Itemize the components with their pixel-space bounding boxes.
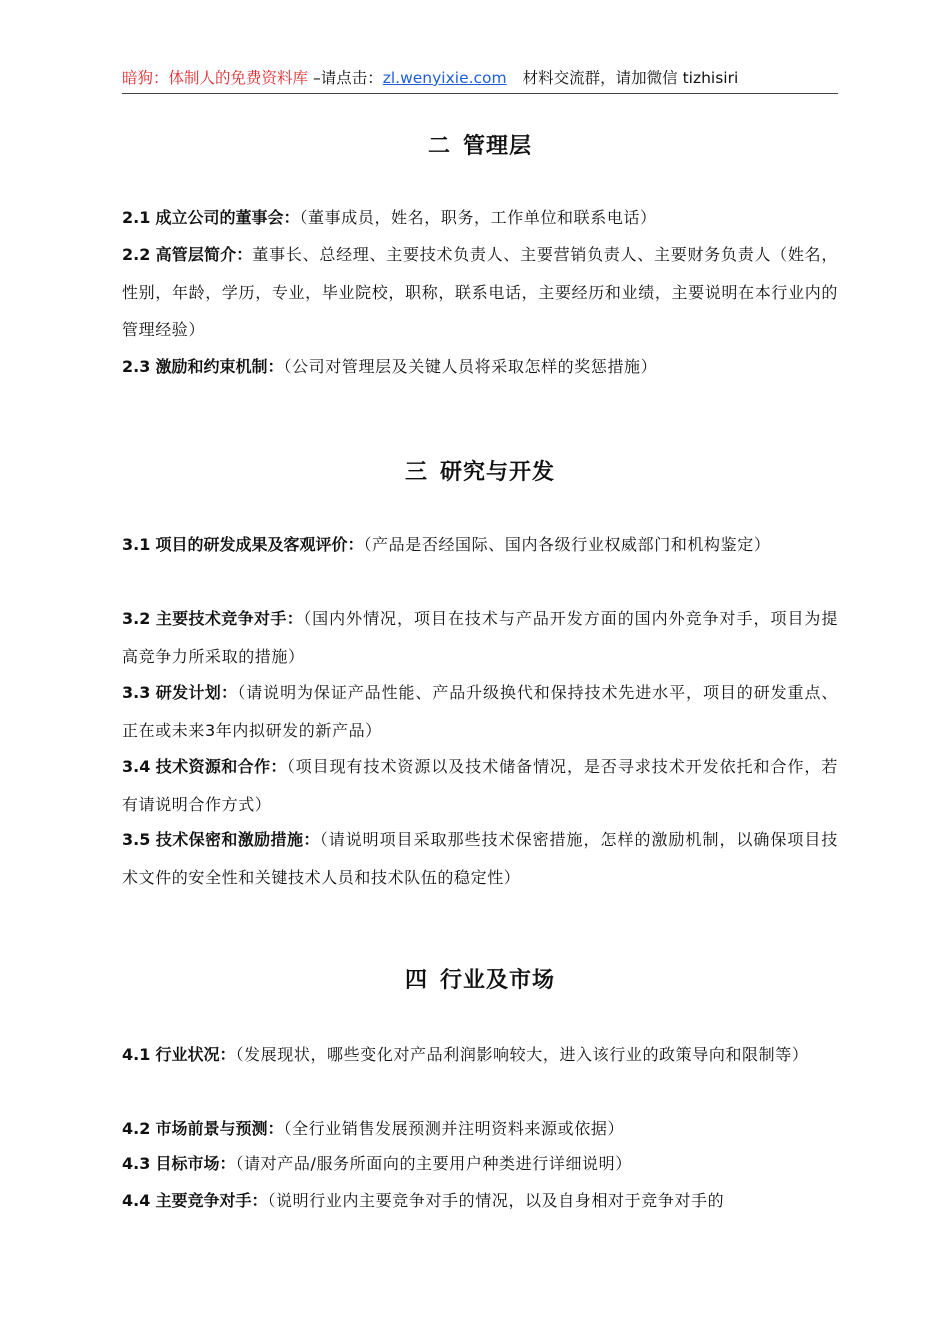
paragraph-2-2	[122, 236, 838, 349]
paragraph-4-1	[122, 1036, 838, 1074]
item-description: （请对产品/服务所面向的主要用户种类进行详细说明）	[235, 1154, 632, 1173]
item-label: 目标市场：	[155, 1154, 236, 1173]
paragraph-4-3	[122, 1145, 838, 1183]
paragraph-4-2	[122, 1110, 838, 1148]
item-label: 主要竞争对手：	[155, 1191, 268, 1210]
section-title-management	[122, 132, 838, 162]
item-description: 董事长、总经理、主要技术负责人、主要营销负责人、主要财务负责人（姓名，性别，年龄，学历，专业，毕业院校，职称，联系电话，主要经历和业绩，主要说明在本行业内的管理经验）	[122, 245, 838, 339]
header-link[interactable]: zl.wenyixie.com	[382, 69, 507, 87]
item-number: 4.1	[122, 1045, 151, 1064]
item-description: （产品是否经国际、国内各级行业权威部门和机构鉴定）	[363, 535, 771, 554]
section-number: 四	[404, 968, 428, 993]
section-number: 二	[427, 134, 451, 159]
item-number: 3.2	[122, 609, 151, 628]
item-label: 激励和约束机制：	[155, 357, 284, 376]
item-description: （董事成员，姓名，职务，工作单位和联系电话）	[299, 208, 657, 227]
item-label: 主要技术竞争对手：	[155, 609, 304, 628]
header-site-name: 暗狗：体制人的免费资料库	[122, 69, 309, 87]
item-label: 成立公司的董事会：	[155, 208, 300, 227]
paragraph-2-1	[122, 199, 838, 237]
item-label: 行业状况：	[155, 1045, 236, 1064]
item-number: 2.1	[122, 208, 151, 227]
section-title-research	[122, 458, 838, 488]
item-description: （发展现状，哪些变化对产品利润影响较大，进入该行业的政策导向和限制等）	[235, 1045, 809, 1064]
section-title-text: 管理层	[463, 134, 533, 159]
item-description: （项目现有技术资源以及技术储备情况，是否寻求技术开发依托和合作，若有请说明合作方式）	[122, 757, 838, 814]
paragraph-3-4	[122, 748, 838, 823]
item-label: 技术资源和合作：	[155, 757, 287, 776]
section-number: 三	[404, 460, 428, 485]
page-header	[122, 68, 838, 88]
item-label: 项目的研发成果及客观评价：	[155, 535, 364, 554]
item-number: 3.5	[122, 830, 151, 849]
paragraph-3-5	[122, 821, 838, 896]
item-description: （说明行业内主要竞争对手的情况，以及自身相对于竞争对手的	[267, 1191, 725, 1210]
item-label: 研发计划：	[155, 683, 238, 702]
paragraph-3-3	[122, 674, 838, 749]
section-title-text: 研究与开发	[440, 460, 556, 485]
item-number: 3.3	[122, 683, 151, 702]
paragraph-4-4	[122, 1182, 838, 1220]
item-label: 市场前景与预测：	[155, 1119, 284, 1138]
item-number: 2.2	[122, 245, 151, 264]
paragraph-2-3	[122, 348, 838, 386]
item-description: （全行业销售发展预测并注明资料来源或依据）	[283, 1119, 625, 1138]
item-number: 2.3	[122, 357, 151, 376]
header-wechat-note: 材料交流群，请加微信 tizhisiri	[522, 69, 739, 87]
item-number: 3.1	[122, 535, 151, 554]
paragraph-3-1	[122, 526, 838, 564]
section-title-text: 行业及市场	[440, 968, 556, 993]
item-description: （国内外情况，项目在技术与产品开发方面的国内外竞争对手，项目为提高竞争力所采取的措施）	[122, 609, 838, 666]
item-description: （请说明为保证产品性能、产品升级换代和保持技术先进水平，项目的研发重点、正在或未来3年内拟研发的新产品）	[122, 683, 838, 740]
header-divider	[122, 93, 838, 94]
item-number: 4.4	[122, 1191, 151, 1210]
item-label: 技术保密和激励措施：	[155, 830, 320, 849]
item-description: （请说明项目采取那些技术保密措施，怎样的激励机制，以确保项目技术文件的安全性和关键技术人员和技术队伍的稳定性）	[122, 830, 838, 887]
paragraph-3-2	[122, 600, 838, 675]
header-click-prompt: –请点击：	[308, 69, 383, 87]
item-number: 3.4	[122, 757, 151, 776]
item-number: 4.3	[122, 1154, 151, 1173]
item-number: 4.2	[122, 1119, 151, 1138]
section-title-market	[122, 966, 838, 996]
item-label: 高管层简介：	[155, 245, 253, 264]
item-description: （公司对管理层及关键人员将采取怎样的奖惩措施）	[283, 357, 658, 376]
